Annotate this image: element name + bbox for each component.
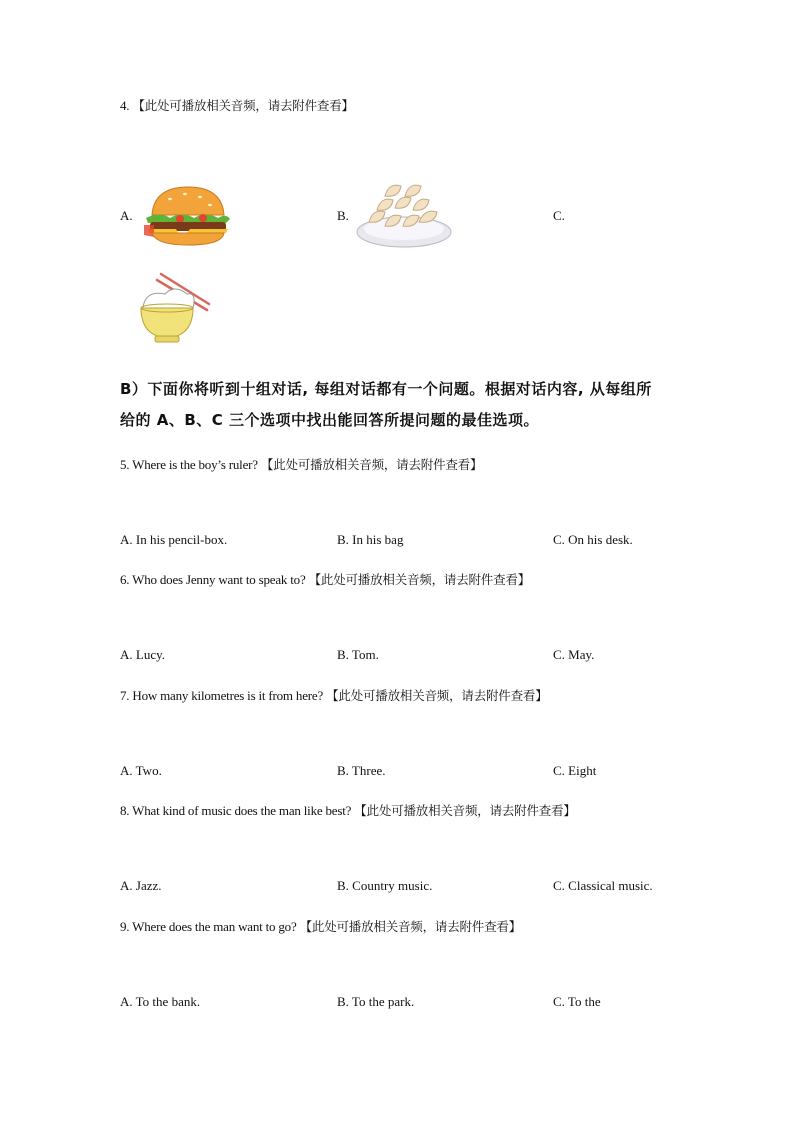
dumplings-image	[355, 178, 453, 250]
audio-note[interactable]: 【此处可播放相关音频，请去附件查看】	[308, 572, 531, 587]
option-7c[interactable]: C. Eight	[553, 763, 597, 778]
option-5c[interactable]: C. On his desk.	[553, 532, 633, 547]
option-4c-letter: C.	[553, 208, 565, 223]
option-6a[interactable]: A. Lucy.	[120, 647, 166, 662]
question-7	[120, 686, 548, 704]
question-6-stem: 6. Who does Jenny want to speak to?	[120, 572, 309, 587]
audio-note[interactable]: 【此处可播放相关音频，请去附件查看】	[354, 803, 576, 818]
audio-note[interactable]: 【此处可播放相关音频，请去附件查看】	[132, 98, 354, 113]
option-7a[interactable]: A. Two.	[120, 763, 162, 778]
option-4a-letter: A.	[120, 208, 133, 223]
option-9a[interactable]: A. To the bank.	[120, 994, 201, 1009]
audio-note[interactable]: 【此处可播放相关音频，请去附件查看】	[260, 457, 483, 472]
question-8-stem: 8. What kind of music does the man like best?	[120, 803, 355, 818]
audio-note[interactable]: 【此处可播放相关音频，请去附件查看】	[326, 688, 548, 703]
option-5b[interactable]: B. In his bag	[337, 532, 404, 547]
question-7-stem: 7. How many kilometres is it from here?	[120, 688, 327, 703]
section-b-instructions-line1: B）下面你将听到十组对话, 每组对话都有一个问题。根据对话内容, 从每组所	[120, 380, 652, 398]
question-9-stem: 9. Where does the man want to go?	[120, 919, 300, 934]
option-9c[interactable]: C. To the	[553, 994, 601, 1009]
question-4	[120, 96, 354, 114]
option-6c[interactable]: C. May.	[553, 647, 595, 662]
option-4b-letter: B.	[337, 208, 349, 223]
question-5	[120, 455, 482, 473]
question-6	[120, 570, 530, 588]
option-9b[interactable]: B. To the park.	[337, 994, 415, 1009]
section-b-instructions-line2: 给的 A、B、C 三个选项中找出能回答所提问题的最佳选项。	[120, 411, 539, 429]
option-7b[interactable]: B. Three.	[337, 763, 386, 778]
hamburger-image	[140, 185, 235, 250]
question-9	[120, 917, 521, 935]
question-5-stem: 5. Where is the boy’s ruler?	[120, 457, 261, 472]
option-6b[interactable]: B. Tom.	[337, 647, 379, 662]
option-8a[interactable]: A. Jazz.	[120, 878, 162, 893]
question-4-stem: 4.	[120, 98, 133, 113]
audio-note[interactable]: 【此处可播放相关音频，请去附件查看】	[299, 919, 522, 934]
option-8b[interactable]: B. Country music.	[337, 878, 433, 893]
option-5a[interactable]: A. In his pencil-box.	[120, 532, 228, 547]
rice-bowl-image	[135, 270, 215, 350]
option-8c[interactable]: C. Classical music.	[553, 878, 653, 893]
question-8	[120, 801, 576, 819]
